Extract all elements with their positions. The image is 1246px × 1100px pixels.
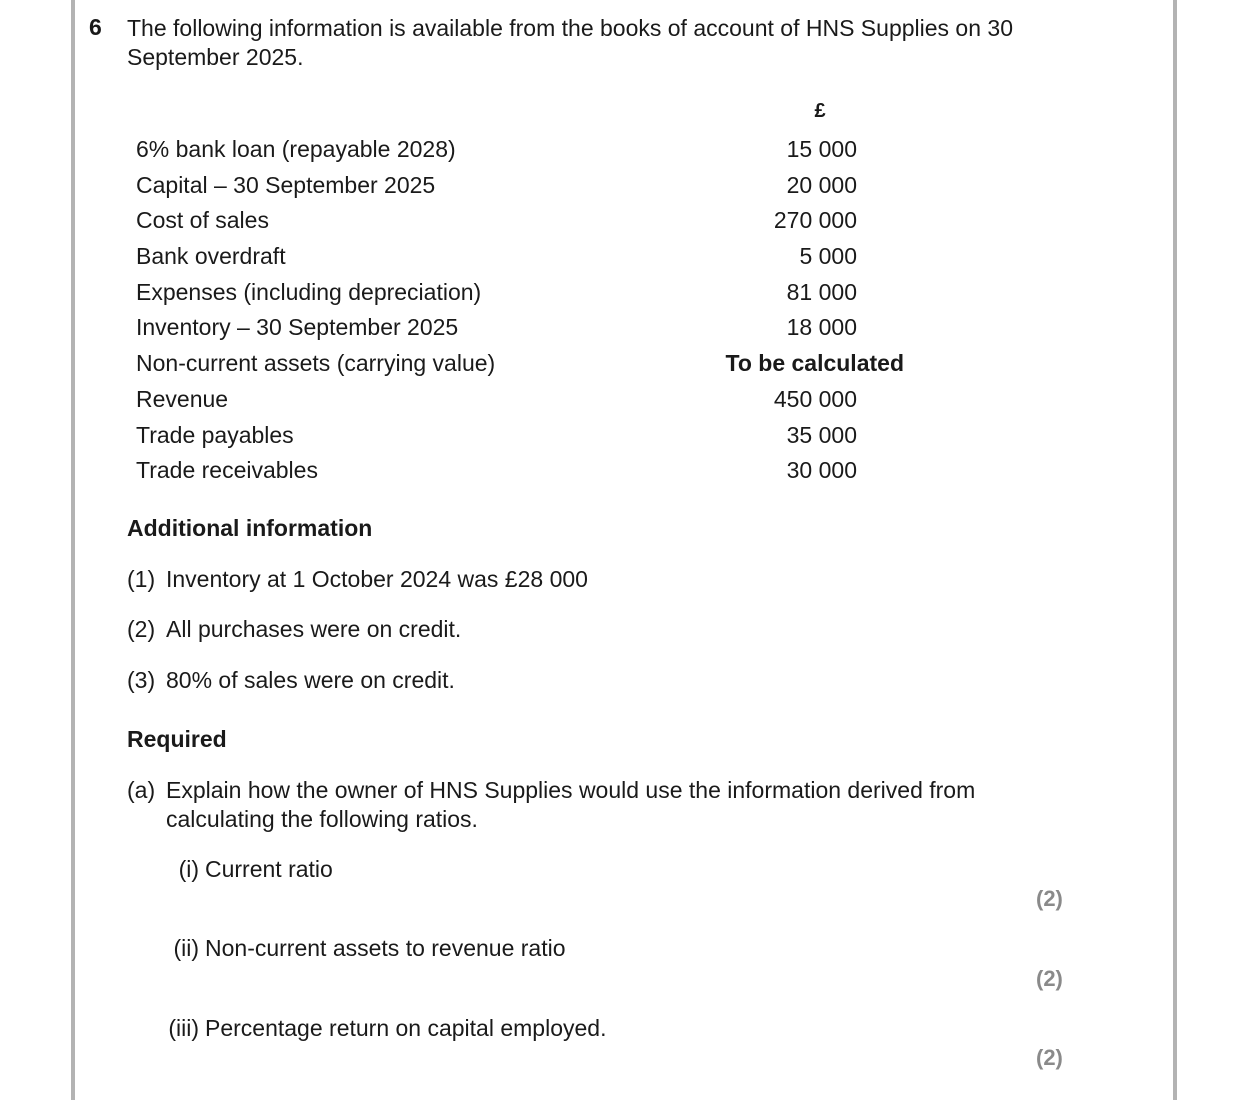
- marks-allocation: (2): [1036, 966, 1063, 991]
- row-amount: 18 000: [786, 314, 857, 341]
- row-amount: 20 000: [786, 171, 857, 198]
- row-amount: 81 000: [786, 278, 857, 305]
- table-row: [136, 239, 916, 275]
- page-border-left: [71, 0, 75, 1100]
- table-row: [136, 168, 916, 204]
- table-row: [136, 382, 916, 418]
- marks-allocation: (2): [1036, 1045, 1063, 1070]
- subpart-number: (ii): [173, 935, 199, 961]
- row-label: Expenses (including depreciation): [136, 278, 482, 305]
- row-amount: 15 000: [786, 136, 857, 162]
- note-item: [127, 667, 455, 694]
- table-row: [136, 418, 916, 454]
- note-number: (3): [127, 667, 156, 693]
- subpart-ii: [157, 935, 566, 962]
- row-amount: 30 000: [786, 457, 857, 484]
- row-amount: 450 000: [773, 385, 857, 412]
- page-border-right: [1173, 0, 1177, 1100]
- table-row: [136, 203, 916, 239]
- accounts-table: [136, 132, 916, 489]
- row-label: 6% bank loan (repayable 2028): [136, 136, 456, 162]
- additional-info-heading: Additional information: [127, 515, 373, 541]
- note-number: (2): [127, 616, 156, 642]
- row-label: Cost of sales: [136, 207, 269, 234]
- note-number: (1): [127, 566, 156, 592]
- row-label: Trade receivables: [136, 457, 318, 484]
- subpart-text: Current ratio: [205, 856, 333, 882]
- subpart-number: (iii): [168, 1015, 199, 1041]
- currency-header: £: [814, 100, 826, 122]
- marks-allocation: (2): [1036, 886, 1063, 911]
- note-text: All purchases were on credit.: [166, 616, 462, 642]
- note-text: 80% of sales were on credit.: [166, 667, 455, 693]
- subpart-text: Percentage return on capital employed.: [205, 1015, 607, 1041]
- subpart-number: (i): [178, 856, 199, 882]
- row-amount: 5 000: [799, 243, 857, 270]
- required-heading: Required: [127, 726, 227, 752]
- note-item: [127, 616, 461, 643]
- question-number: 6: [89, 14, 102, 40]
- part-a-text: Explain how the owner of HNS Supplies would use the information derived from calculating the following ratios.: [166, 777, 976, 832]
- row-label: Non-current assets (carrying value): [136, 350, 496, 377]
- row-label: Trade payables: [136, 421, 294, 448]
- table-row: [136, 275, 916, 311]
- table-row: [136, 346, 916, 382]
- table-row: [136, 310, 916, 346]
- row-label: Bank overdraft: [136, 243, 286, 270]
- part-a: [127, 776, 1027, 834]
- table-row: [136, 453, 916, 489]
- question-intro: The following information is available from the books of account of HNS Supplies on 30 September 2025.: [127, 15, 1013, 70]
- row-amount: To be calculated: [725, 350, 904, 377]
- row-amount: 35 000: [786, 421, 857, 448]
- subpart-iii: [157, 1015, 606, 1042]
- row-amount: 270 000: [773, 207, 857, 234]
- part-a-number: (a): [127, 777, 156, 803]
- row-label: Capital – 30 September 2025: [136, 171, 436, 198]
- row-label: Inventory – 30 September 2025: [136, 314, 459, 341]
- note-item: [127, 566, 588, 593]
- note-text: Inventory at 1 October 2024 was £28 000: [166, 566, 588, 592]
- row-label: Revenue: [136, 385, 229, 412]
- subpart-text: Non-current assets to revenue ratio: [205, 935, 566, 961]
- table-row: [136, 132, 916, 168]
- subpart-i: [157, 856, 333, 883]
